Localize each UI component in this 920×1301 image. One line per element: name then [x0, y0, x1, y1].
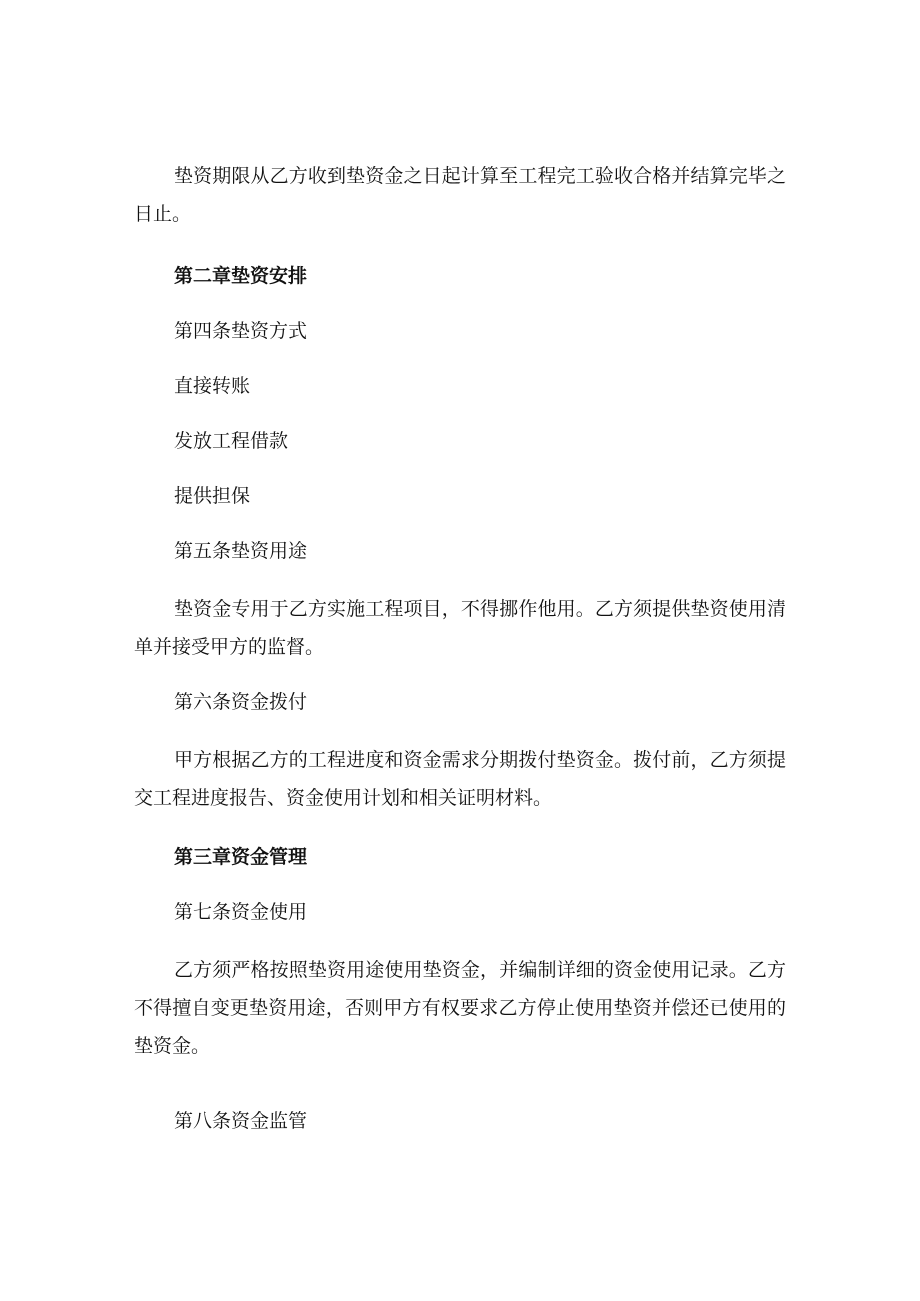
- paragraph-fund-disbursement: 甲方根据乙方的工程进度和资金需求分期拨付垫资金。拨付前，乙方须提交工程进度报告、资金使用计划和相关证明材料。: [134, 749, 786, 809]
- article-heading-8: 第八条资金监管: [174, 1110, 308, 1132]
- article-heading-7: 第七条资金使用: [174, 901, 308, 923]
- article-heading-6: 第六条资金拨付: [174, 691, 308, 713]
- paragraph-fund-use: 乙方须严格按照垫资用途使用垫资金，并编制详细的资金使用记录。乙方不得擅自变更垫资用途，否则甲方有权要求乙方停止使用垫资并偿还已使用的垫资金。: [134, 959, 786, 1057]
- article-heading-5: 第五条垫资用途: [174, 540, 308, 562]
- article-heading-4: 第四条垫资方式: [174, 320, 308, 342]
- list-item-guarantee: 提供担保: [174, 485, 251, 507]
- chapter-heading-3: 第三章资金管理: [174, 846, 308, 868]
- paragraph-fund-purpose: 垫资金专用于乙方实施工程项目，不得挪作他用。乙方须提供垫资使用清单并接受甲方的监督。: [134, 598, 786, 658]
- chapter-heading-2: 第二章垫资安排: [174, 265, 308, 287]
- list-item-project-loan: 发放工程借款: [174, 430, 289, 452]
- paragraph-term-period: 垫资期限从乙方收到垫资金之日起计算至工程完工验收合格并结算完毕之日止。: [134, 165, 786, 225]
- list-item-direct-transfer: 直接转账: [174, 375, 251, 397]
